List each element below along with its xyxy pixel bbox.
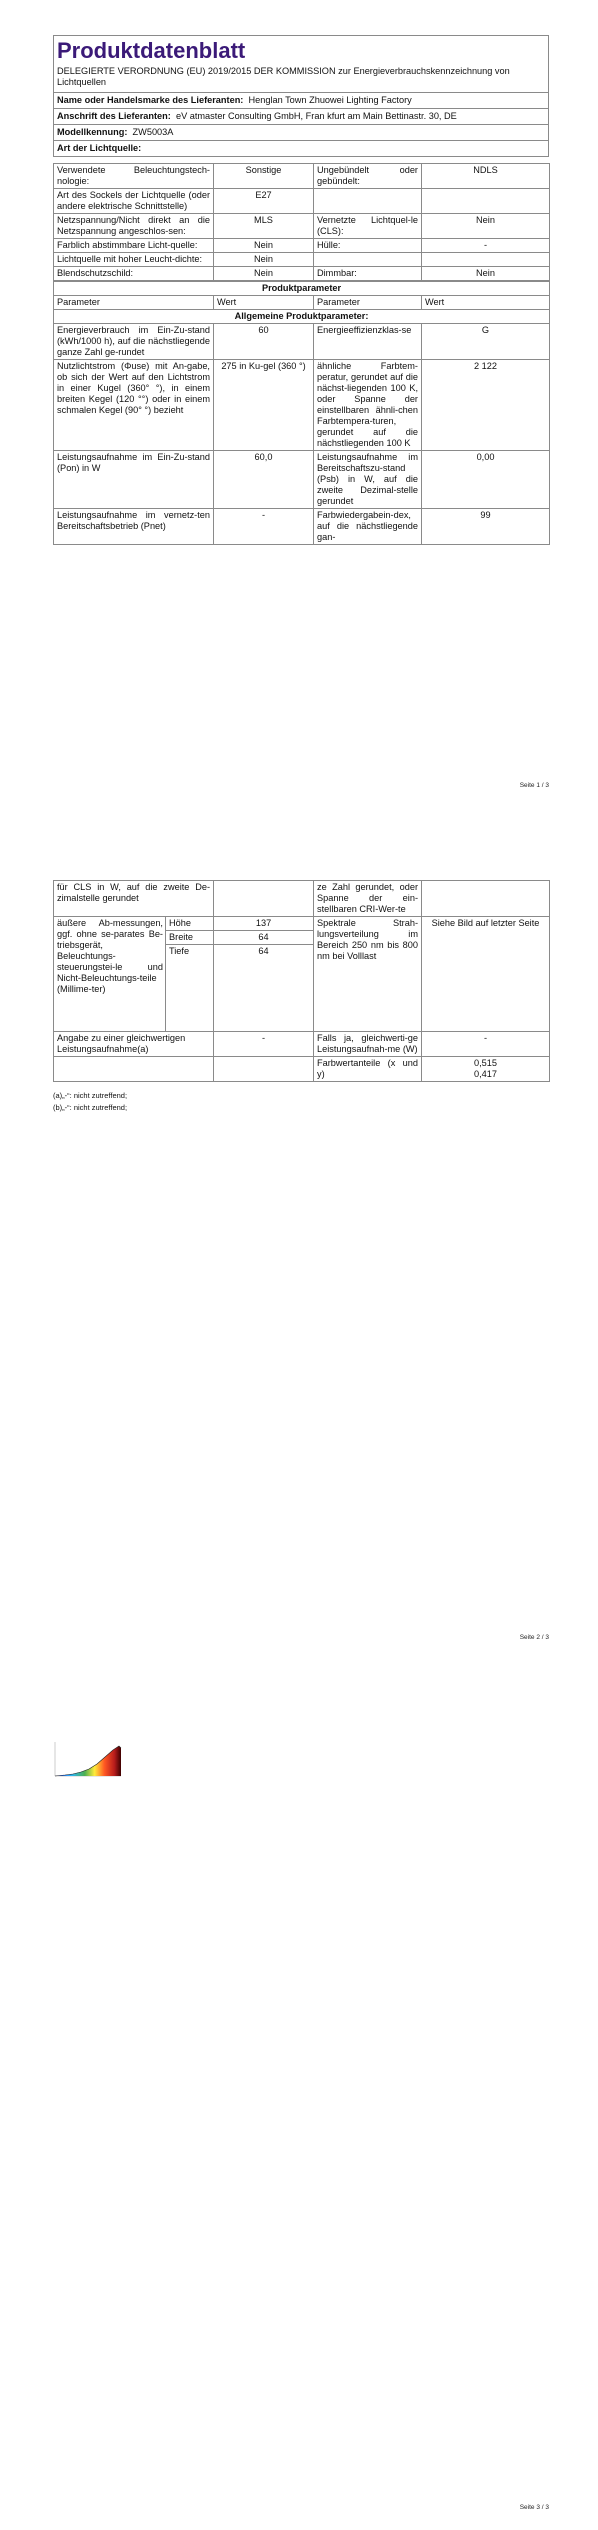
type-row (54, 214, 550, 239)
param-row (54, 324, 550, 360)
type-row (54, 267, 550, 281)
general-params-title: Allgemeine Produktparameter: (54, 310, 550, 324)
address-label: Anschrift des Lieferanten: (57, 111, 171, 121)
chromaticity-y: 0,417 (474, 1069, 498, 1079)
dimension-value: 137 (214, 917, 314, 931)
type-param-value-2: Nein (422, 267, 550, 281)
footnote-b: (b)„-“: nicht zutreffend; (53, 1103, 128, 1112)
chromaticity-label: Farbwertanteile (x und y) (314, 1057, 422, 1082)
type-row (54, 164, 550, 189)
type-param-value-2: NDLS (422, 164, 550, 189)
type-param-label-2: Vernetzte Lichtquel-le (CLS): (314, 214, 422, 239)
dimension-name: Tiefe (166, 945, 214, 1032)
type-param-label-2: Dimmbar: (314, 267, 422, 281)
spectral-value: Siehe Bild auf letzter Seite (422, 917, 550, 1032)
address-row (53, 109, 549, 125)
type-param-label: Blendschutzschild: (54, 267, 214, 281)
dimension-value: 64 (214, 945, 314, 1032)
type-param-value-2: Nein (422, 214, 550, 239)
empty-cell (54, 1057, 214, 1082)
param-label: Energieverbrauch im Ein-Zu-stand (kWh/1000 h), auf die nächstliegende ganze Zahl ge-rundet (54, 324, 214, 360)
light-source-type-table (53, 163, 550, 281)
dimension-row-height (54, 917, 550, 931)
type-param-value: Sonstige (214, 164, 314, 189)
page-3 (0, 1700, 598, 2530)
datasheet-page-2 (53, 880, 549, 1114)
spectral-distribution-image (51, 1740, 123, 1780)
param-value: 60 (214, 324, 314, 360)
type-param-value-2 (422, 189, 550, 214)
type-row (54, 239, 550, 253)
param-label: Leistungsaufnahme im vernetz-ten Bereitschaftsbetrieb (Pnet) (54, 509, 214, 545)
model-label: Modellkennung: (57, 127, 128, 137)
column-header-row (54, 296, 550, 310)
equivalent-power-value: - (214, 1032, 314, 1057)
param-label-2: Energieeffizienzklas-se (314, 324, 422, 360)
type-param-label: Verwendete Beleuchtungstech-nologie: (54, 164, 214, 189)
param-value-2: 99 (422, 509, 550, 545)
type-param-value: Nein (214, 239, 314, 253)
page-number-3: Seite 3 / 3 (519, 2504, 549, 2511)
spectral-label: Spektrale Strah-lungsverteilung im Bereich 250 nm bis 800 nm bei Volllast (314, 917, 422, 1032)
type-param-value: Nein (214, 253, 314, 267)
type-param-value: Nein (214, 267, 314, 281)
type-param-label: Lichtquelle mit hoher Leucht-dichte: (54, 253, 214, 267)
cri-label-cont: ze Zahl gerundet, oder Spanne der ein-stellbaren CRI-Wer-te (314, 881, 422, 917)
supplier-value: Henglan Town Zhuowei Lighting Factory (248, 95, 412, 105)
type-row (54, 189, 550, 214)
footnote-a: (a)„-“: nicht zutreffend; (53, 1091, 128, 1100)
product-parameters-table (53, 281, 550, 545)
equivalent-power-row (54, 1032, 550, 1057)
chromaticity-x: 0,515 (474, 1058, 498, 1068)
param-label: Leistungsaufnahme im Ein-Zu-stand (Pon) in W (54, 451, 214, 509)
param-label-2: ähnliche Farbtem-peratur, gerundet auf die nächst-liegenden 100 K, oder Spanne der einstellbaren ähnli-chen Farbtempera-turen, gerundet auf die nächstliegenden 100 K (314, 360, 422, 451)
supplier-label: Name oder Handelsmarke des Lieferanten: (57, 95, 244, 105)
param-label: Nutzlichtstrom (Φuse) mit An-gabe, ob sich der Wert auf den Lichtstrom in einer Kugel (360° °), in einem breiten Kegel (120 °°) oder in einem schmalen Kegel (90° °) bezieht (54, 360, 214, 451)
address-value: eV atmaster Consulting GmbH, Fran kfurt am Main Bettinastr. 30, DE (175, 111, 457, 121)
equivalent-power-w-value: - (422, 1032, 550, 1057)
equivalent-power-label (54, 1032, 214, 1057)
page-2 (0, 878, 598, 1690)
param-label-2: Farbwiedergabein-dex, auf die nächstliegende gan- (314, 509, 422, 545)
param-row (54, 451, 550, 509)
type-param-label: Art des Sockels der Lichtquelle (oder andere elektrische Schnittstelle) (54, 189, 214, 214)
col-header-value-1: Wert (214, 296, 314, 310)
param-row (54, 360, 550, 451)
section-title-row (54, 282, 550, 296)
type-param-value: MLS (214, 214, 314, 239)
param-value-2: 0,00 (422, 451, 550, 509)
dimension-name: Höhe (166, 917, 214, 931)
datasheet-page-1 (53, 35, 549, 545)
chromaticity-row (54, 1057, 550, 1082)
type-param-label-2: Hülle: (314, 239, 422, 253)
general-params-row (54, 310, 550, 324)
param-value-2: G (422, 324, 550, 360)
col-header-param-1: Parameter (54, 296, 214, 310)
param-row (54, 509, 550, 545)
title-block (53, 35, 549, 93)
col-header-param-2: Parameter (314, 296, 422, 310)
type-row (54, 253, 550, 267)
empty-cell (214, 1057, 314, 1082)
param-value: 275 in Ku-gel (360 °) (214, 360, 314, 451)
page-number-2: Seite 2 / 3 (519, 1634, 549, 1641)
page-1 (0, 0, 598, 812)
section-title: Produktparameter (54, 282, 550, 296)
continued-row (54, 881, 550, 917)
type-param-label-2: Ungebündelt oder gebündelt: (314, 164, 422, 189)
empty-cell (214, 881, 314, 917)
regulation-subtitle: DELEGIERTE VERORDNUNG (EU) 2019/2015 DER KOMMISSION zur Energieverbrauchskennzeichnung von Lichtquellen (57, 66, 510, 87)
type-param-label: Netzspannung/Nicht direkt an die Netzspannung angeschlos-sen: (54, 214, 214, 239)
dimension-name: Breite (166, 931, 214, 945)
page-title: Produktdatenblatt (57, 38, 246, 63)
type-param-label-2 (314, 189, 422, 214)
chromaticity-values (422, 1057, 550, 1082)
equivalent-power-w-label: Falls ja, gleichwerti-ge Leistungsaufnah-me (W) (314, 1032, 422, 1057)
type-param-value: E27 (214, 189, 314, 214)
type-param-value-2 (422, 253, 550, 267)
type-param-value-2: - (422, 239, 550, 253)
param-value-2: 2 122 (422, 360, 550, 451)
param-label-2: Leistungsaufnahme im Bereitschaftszu-stand (Psb) in W, auf die zweite Dezimal-stelle gerundet (314, 451, 422, 509)
param-value: 60,0 (214, 451, 314, 509)
type-param-label: Farblich abstimmbare Licht-quelle: (54, 239, 214, 253)
page-number-1: Seite 1 / 3 (519, 782, 549, 789)
supplier-row (53, 93, 549, 109)
type-param-label-2 (314, 253, 422, 267)
light-source-type-heading: Art der Lichtquelle: (53, 141, 549, 157)
empty-cell (422, 881, 550, 917)
col-header-value-2: Wert (422, 296, 550, 310)
param-value: - (214, 509, 314, 545)
model-row (53, 125, 549, 141)
product-parameters-continued (53, 880, 550, 1082)
equivalent-power-label-text: Angabe zu einer gleichwertigen Leistungsaufnahme(a) (57, 1033, 186, 1054)
dimensions-label: äußere Ab-messungen, ggf. ohne se-parates Be-triebsgerät, Beleuchtungs-steuerungstei-le und Nicht-Beleuchtungs-teile (Millime-ter) (54, 917, 166, 1032)
dimension-value: 64 (214, 931, 314, 945)
model-value: ZW5003A (132, 127, 174, 137)
standby-network-label-cont: für CLS in W, auf die zweite De-zimalstelle gerundet (54, 881, 214, 917)
